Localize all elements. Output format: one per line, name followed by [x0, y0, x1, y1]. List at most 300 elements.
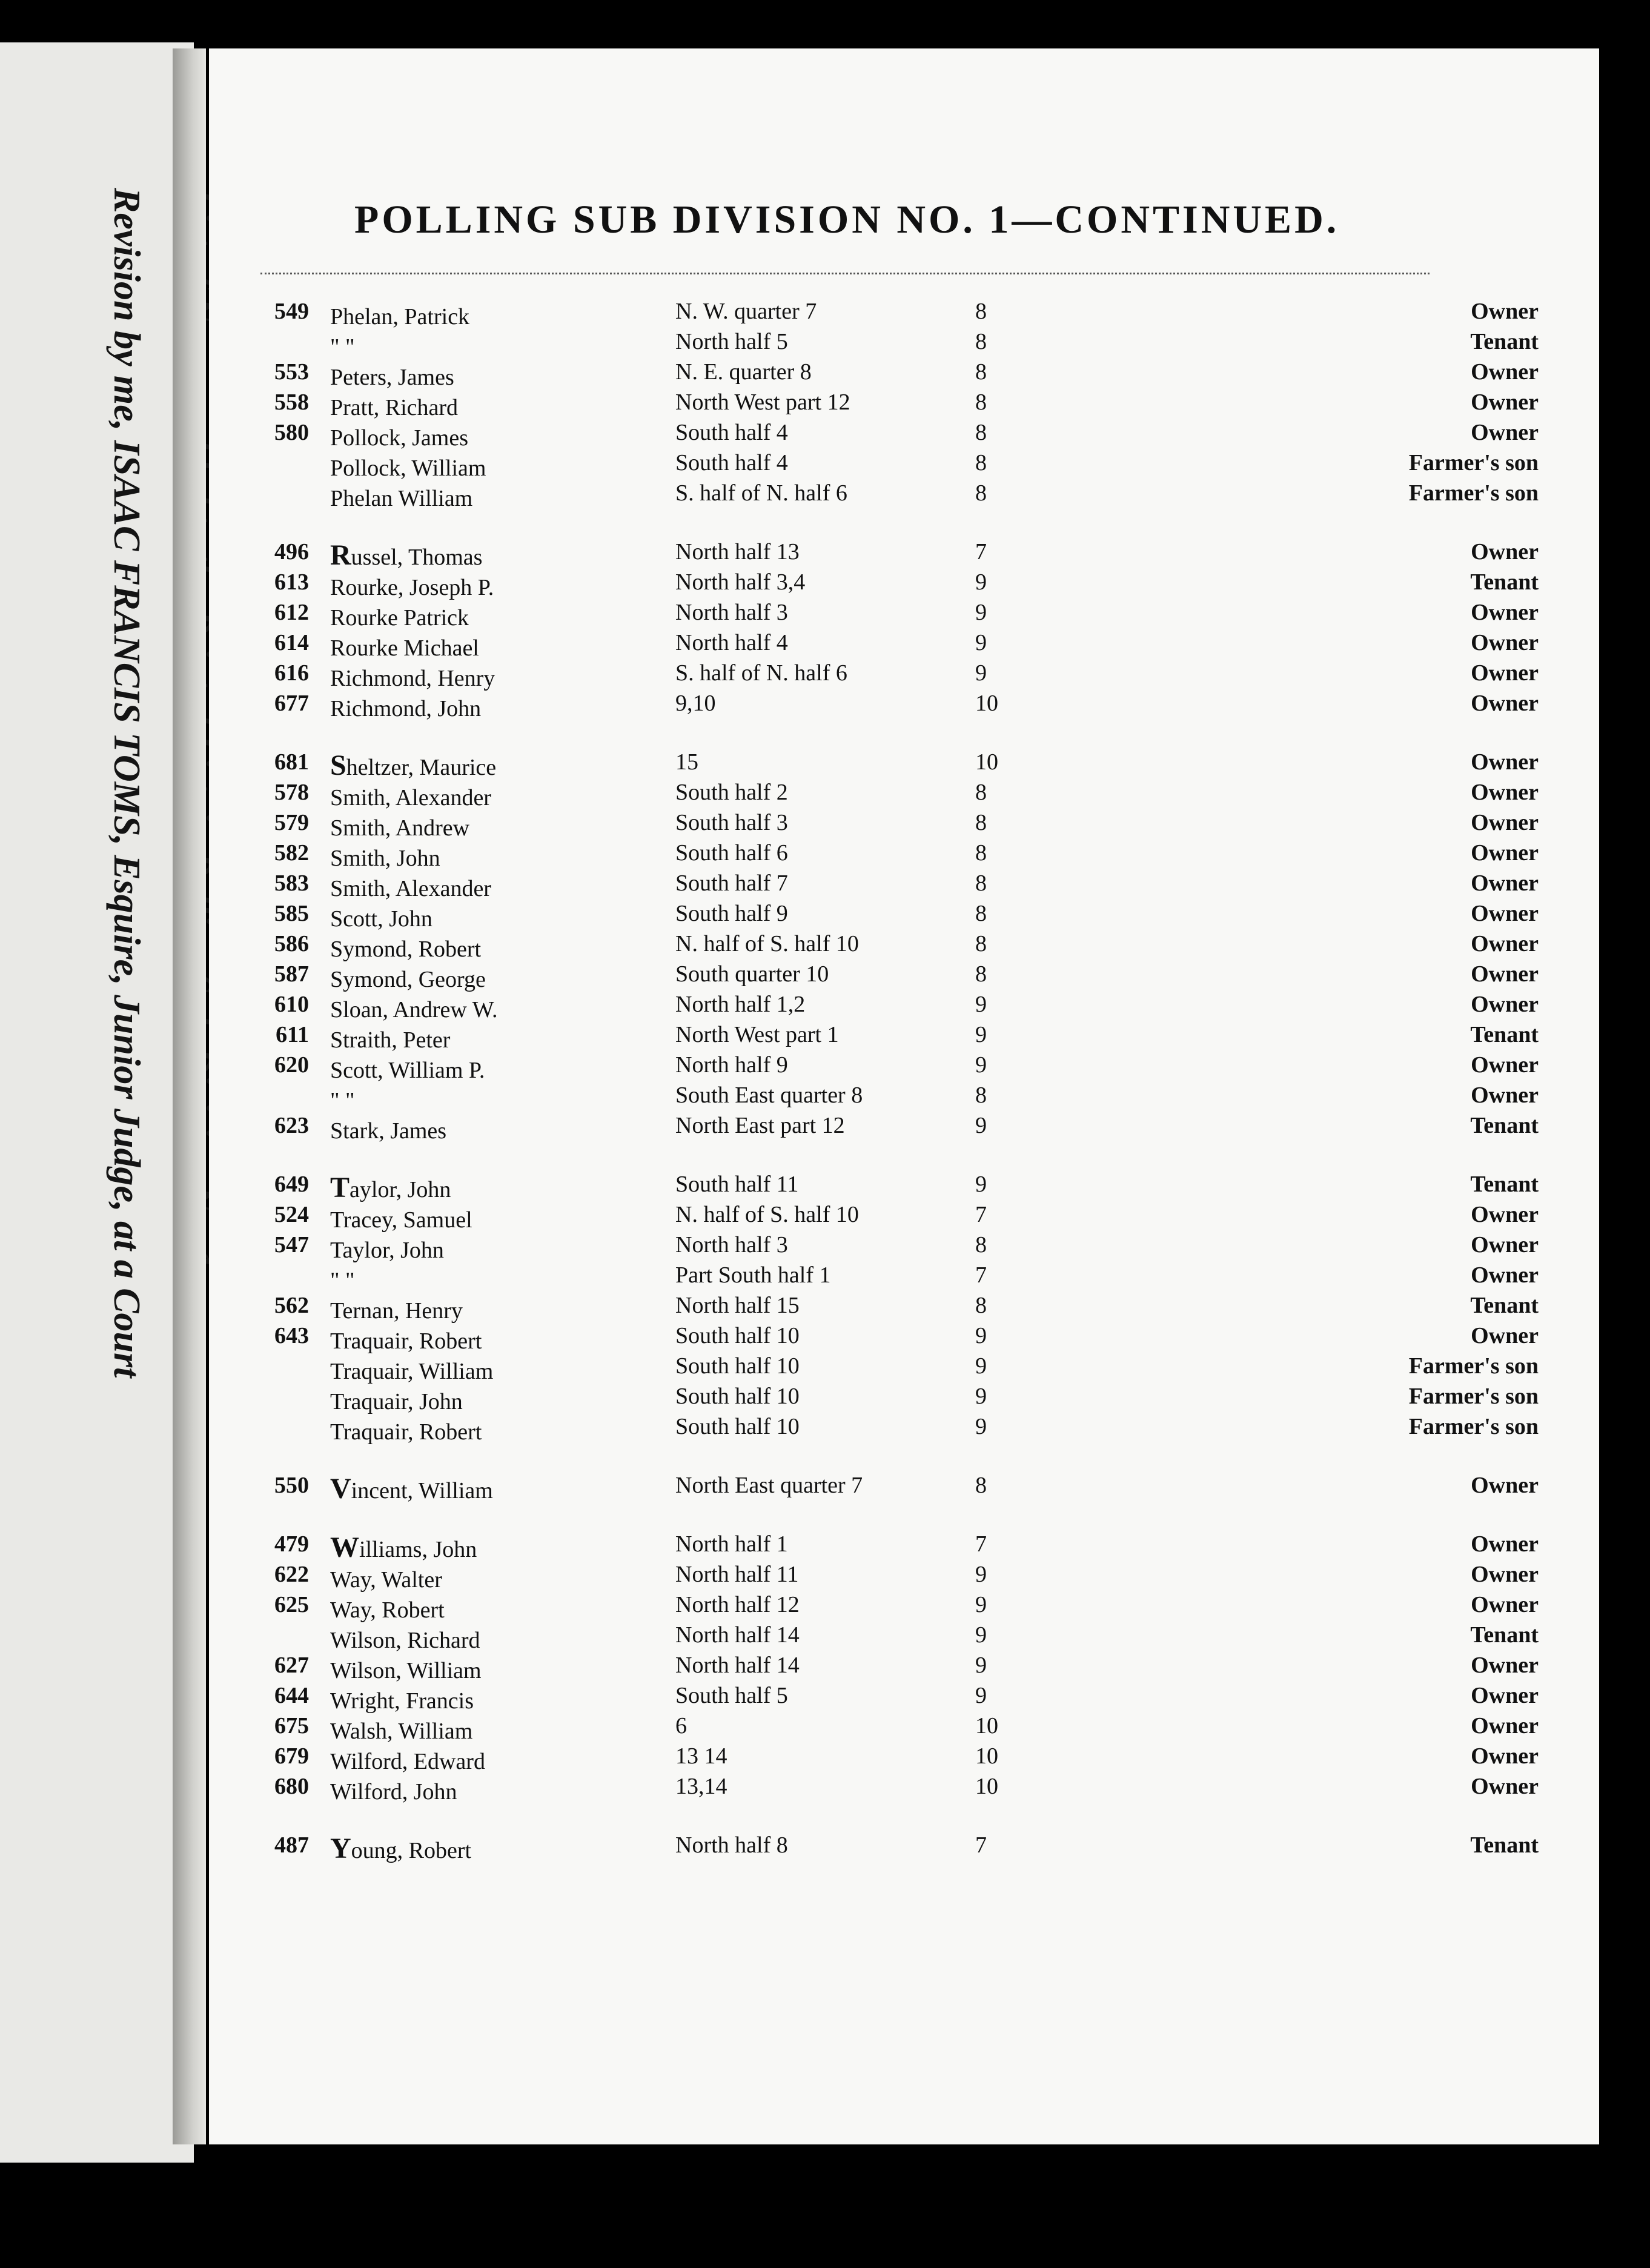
lot-description: North half 12 — [675, 1592, 800, 1617]
voter-name — [330, 840, 440, 873]
concession-number: 8 — [975, 359, 987, 385]
voter-number: 649 — [274, 1172, 309, 1197]
document-page — [209, 48, 1599, 2144]
voter-name — [330, 539, 482, 572]
voter-name-text: oung, Robert — [351, 1838, 472, 1863]
concession-number: 7 — [975, 1531, 987, 1557]
voter-name — [330, 1413, 482, 1447]
voter-name-text: Wilford, John — [330, 1779, 457, 1805]
lot-description: South half 5 — [675, 1683, 788, 1708]
lot-description: S. half of N. half 6 — [675, 660, 847, 686]
list-row — [209, 1082, 1599, 1112]
voter-name — [330, 419, 468, 453]
voter-name — [330, 779, 491, 812]
qualification-status: Owner — [1471, 1473, 1539, 1498]
voter-name-text: heltzer, Maurice — [346, 755, 497, 780]
list-row — [209, 1052, 1599, 1082]
voter-name — [330, 870, 491, 903]
list-row — [209, 569, 1599, 599]
voter-name — [330, 1472, 493, 1505]
concession-number: 8 — [975, 390, 987, 415]
lot-description: North East quarter 7 — [675, 1473, 863, 1498]
voter-name-text: " " — [330, 1268, 355, 1293]
concession-number: 8 — [975, 931, 987, 957]
lot-description: South half 6 — [675, 840, 788, 866]
lot-description: 13 14 — [675, 1743, 727, 1769]
voter-name-text: Pollock, William — [330, 456, 486, 481]
list-row — [209, 419, 1599, 449]
voter-name — [330, 1021, 450, 1055]
list-row — [209, 359, 1599, 389]
voter-number: 553 — [274, 359, 309, 385]
concession-number: 7 — [975, 539, 987, 565]
voter-number: 547 — [274, 1232, 309, 1258]
list-row — [209, 1383, 1599, 1413]
voter-number: 496 — [274, 539, 309, 565]
qualification-status: Owner — [1471, 1743, 1539, 1769]
concession-number: 9 — [975, 1022, 987, 1047]
voter-name — [330, 1383, 463, 1416]
list-row — [209, 1713, 1599, 1743]
group-initial: R — [330, 539, 351, 571]
lot-description: N. half of S. half 10 — [675, 931, 859, 957]
voter-name — [330, 359, 454, 392]
list-row — [209, 389, 1599, 419]
list-row — [209, 449, 1599, 480]
voter-name-text: Traquair, Robert — [330, 1419, 482, 1445]
lot-description: North half 9 — [675, 1052, 788, 1078]
voter-name — [330, 1682, 474, 1716]
concession-number: 9 — [975, 1622, 987, 1648]
list-row — [209, 779, 1599, 809]
concession-number: 10 — [975, 1774, 998, 1799]
concession-number: 10 — [975, 1743, 998, 1769]
concession-number: 8 — [975, 1232, 987, 1258]
concession-number: 9 — [975, 660, 987, 686]
concession-number: 9 — [975, 1653, 987, 1678]
lot-description: 15 — [675, 749, 698, 775]
concession-number: 8 — [975, 420, 987, 445]
concession-number: 9 — [975, 630, 987, 655]
concession-number: 9 — [975, 992, 987, 1017]
voter-number: 586 — [274, 931, 309, 957]
voter-number: 623 — [274, 1113, 309, 1138]
voter-name — [330, 1052, 485, 1085]
voter-name — [330, 1292, 463, 1325]
voter-name-text: Pollock, James — [330, 425, 468, 451]
voter-number: 550 — [274, 1473, 309, 1498]
list-row — [209, 1171, 1599, 1204]
list-row — [209, 1021, 1599, 1052]
voter-name-text: Smith, Andrew — [330, 815, 470, 841]
lot-description: North East part 12 — [675, 1113, 845, 1138]
list-row — [209, 539, 1599, 569]
voter-name — [330, 749, 496, 782]
concession-number: 8 — [975, 1083, 987, 1108]
qualification-status: Owner — [1471, 749, 1539, 775]
voter-name-text: " " — [330, 1088, 355, 1113]
voter-name-text: illiams, John — [359, 1537, 477, 1562]
lot-description: 13,14 — [675, 1774, 727, 1799]
voter-name — [330, 1082, 355, 1115]
list-row — [209, 480, 1599, 510]
voter-name-text: Traquair, Robert — [330, 1328, 482, 1354]
list-row — [209, 1262, 1599, 1292]
voter-name-text: Smith, Alexander — [330, 876, 491, 901]
voter-number: 627 — [274, 1653, 309, 1678]
lot-description: South quarter 10 — [675, 961, 829, 987]
concession-number: 10 — [975, 749, 998, 775]
voter-name-text: Rourke Patrick — [330, 605, 469, 631]
voter-name — [330, 1531, 477, 1564]
voter-name — [330, 900, 432, 933]
voter-name-text: ussel, Thomas — [351, 545, 483, 570]
voter-number: 579 — [274, 810, 309, 835]
voter-number: 587 — [274, 961, 309, 987]
lot-description: S. half of N. half 6 — [675, 480, 847, 506]
voter-number: 625 — [274, 1592, 309, 1617]
concession-number: 9 — [975, 1683, 987, 1708]
voter-number: 680 — [274, 1774, 309, 1799]
page-title: POLLING SUB DIVISION NO. 1—CONTINUED. — [354, 197, 1340, 242]
group-initial: Y — [330, 1832, 351, 1865]
voter-name-text: Scott, John — [330, 906, 432, 932]
qualification-status: Tenant — [1470, 1622, 1539, 1648]
voter-number: 585 — [274, 901, 309, 926]
qualification-status: Owner — [1471, 1083, 1539, 1108]
list-row — [209, 1591, 1599, 1622]
qualification-status: Tenant — [1470, 1022, 1539, 1047]
lot-description: Part South half 1 — [675, 1262, 831, 1288]
voter-name-text: Peters, James — [330, 365, 454, 390]
lot-description: South half 4 — [675, 420, 788, 445]
voter-number: 681 — [274, 749, 309, 775]
concession-number: 7 — [975, 1832, 987, 1858]
concession-number: 8 — [975, 329, 987, 354]
voter-number: 612 — [274, 600, 309, 625]
concession-number: 8 — [975, 480, 987, 506]
voter-name — [330, 690, 481, 723]
voter-name-text: Symond, George — [330, 967, 486, 992]
concession-number: 9 — [975, 1323, 987, 1348]
group-initial: T — [330, 1172, 350, 1204]
side-note-line-2: Revision by me, ISAAC FRANCIS TOMS, Esquire, Junior Judge, at a Court — [106, 188, 147, 1378]
voter-number: 558 — [274, 390, 309, 415]
facing-page — [0, 42, 194, 2163]
group-initial: S — [330, 749, 346, 781]
voter-name-text: Wilson, William — [330, 1658, 482, 1683]
voter-name-text: Traquair, William — [330, 1359, 494, 1384]
concession-number: 8 — [975, 810, 987, 835]
concession-number: 9 — [975, 1592, 987, 1617]
qualification-status: Farmer's son — [1408, 1414, 1539, 1439]
voter-name-text: Traquair, John — [330, 1389, 463, 1414]
qualification-status: Owner — [1471, 840, 1539, 866]
voter-name — [330, 328, 355, 362]
list-row — [209, 1232, 1599, 1262]
voter-name — [330, 389, 458, 422]
voter-number: 479 — [274, 1531, 309, 1557]
voter-name-text: aylor, John — [350, 1177, 451, 1202]
list-row — [209, 1322, 1599, 1353]
qualification-status: Owner — [1471, 660, 1539, 686]
concession-number: 8 — [975, 870, 987, 896]
voter-name-text: Wilford, Edward — [330, 1749, 485, 1774]
lot-description: North half 4 — [675, 630, 788, 655]
list-row — [209, 328, 1599, 359]
qualification-status: Owner — [1471, 691, 1539, 716]
list-row — [209, 298, 1599, 328]
list-row — [209, 1292, 1599, 1322]
voter-name — [330, 1201, 472, 1235]
voter-name — [330, 599, 469, 632]
lot-description: South half 9 — [675, 901, 788, 926]
voter-number: 679 — [274, 1743, 309, 1769]
list-row — [209, 660, 1599, 690]
lot-description: North half 3,4 — [675, 569, 806, 595]
voter-name-text: Taylor, John — [330, 1238, 444, 1263]
voter-number: 580 — [274, 420, 309, 445]
lot-description: North half 8 — [675, 1832, 788, 1858]
voter-number: 524 — [274, 1202, 309, 1227]
voter-number: 578 — [274, 780, 309, 805]
voter-name-text: Scott, William P. — [330, 1058, 485, 1083]
voter-number: 549 — [274, 299, 309, 324]
title-rule — [260, 273, 1430, 274]
voter-name — [330, 449, 486, 483]
lot-description: North half 14 — [675, 1653, 800, 1678]
qualification-status: Tenant — [1470, 1113, 1539, 1138]
qualification-status: Owner — [1471, 961, 1539, 987]
list-row — [209, 629, 1599, 660]
list-row — [209, 1112, 1599, 1142]
concession-number: 8 — [975, 1293, 987, 1318]
group-initial: V — [330, 1473, 351, 1505]
lot-description: N. E. quarter 8 — [675, 359, 812, 385]
list-row — [209, 1832, 1599, 1865]
qualification-status: Owner — [1471, 931, 1539, 957]
list-row — [209, 809, 1599, 840]
voter-name — [330, 1743, 485, 1776]
voter-name — [330, 1591, 445, 1625]
voter-name-text: Tracey, Samuel — [330, 1207, 472, 1233]
voter-name — [330, 480, 472, 513]
lot-description: North half 3 — [675, 600, 788, 625]
qualification-status: Tenant — [1470, 569, 1539, 595]
voter-number: 614 — [274, 630, 309, 655]
concession-number: 8 — [975, 299, 987, 324]
voter-name-text: Smith, Alexander — [330, 785, 491, 811]
voter-number: 583 — [274, 870, 309, 896]
lot-description: N. half of S. half 10 — [675, 1202, 859, 1227]
voter-number: 562 — [274, 1293, 309, 1318]
lot-description: North half 15 — [675, 1293, 800, 1318]
voter-name — [330, 1561, 442, 1594]
concession-number: 8 — [975, 840, 987, 866]
lot-description: South half 2 — [675, 780, 788, 805]
voter-number: 487 — [274, 1832, 309, 1858]
lot-description: South half 10 — [675, 1323, 800, 1348]
concession-number: 9 — [975, 600, 987, 625]
list-row — [209, 900, 1599, 930]
list-row — [209, 930, 1599, 961]
voter-name-text: Richmond, John — [330, 696, 482, 721]
qualification-status: Owner — [1471, 1713, 1539, 1739]
list-row — [209, 1561, 1599, 1591]
qualification-status: Owner — [1471, 1653, 1539, 1678]
concession-number: 10 — [975, 1713, 998, 1739]
voter-name — [330, 629, 479, 663]
voter-number: 644 — [274, 1683, 309, 1708]
voter-name-text: Wright, Francis — [330, 1688, 474, 1714]
voter-name — [330, 961, 486, 994]
voter-name — [330, 1353, 493, 1386]
list-row — [209, 840, 1599, 870]
voter-number: 610 — [274, 992, 309, 1017]
book-gutter — [173, 48, 206, 2144]
list-row — [209, 961, 1599, 991]
lot-description: South half 10 — [675, 1353, 800, 1379]
list-row — [209, 1652, 1599, 1682]
concession-number: 8 — [975, 901, 987, 926]
voter-name-text: Rourke, Joseph P. — [330, 575, 494, 600]
concession-number: 9 — [975, 1384, 987, 1409]
voter-name-text: Symond, Robert — [330, 937, 482, 962]
qualification-status: Owner — [1471, 299, 1539, 324]
concession-number: 8 — [975, 780, 987, 805]
lot-description: North half 1 — [675, 1531, 788, 1557]
lot-description: North half 14 — [675, 1622, 800, 1648]
qualification-status: Farmer's son — [1408, 480, 1539, 506]
concession-number: 9 — [975, 1562, 987, 1587]
voter-name-text: Way, Walter — [330, 1567, 442, 1593]
voter-name-text: Walsh, William — [330, 1719, 473, 1744]
lot-description: 9,10 — [675, 691, 716, 716]
concession-number: 10 — [975, 691, 998, 716]
qualification-status: Tenant — [1470, 1832, 1539, 1858]
voter-name — [330, 1832, 471, 1865]
voter-name-text: Stark, James — [330, 1118, 447, 1144]
voter-name — [330, 809, 469, 843]
lot-description: North half 1,2 — [675, 992, 806, 1017]
lot-description: South half 10 — [675, 1384, 800, 1409]
voter-number: 675 — [274, 1713, 309, 1739]
lot-description: South half 10 — [675, 1414, 800, 1439]
qualification-status: Tenant — [1470, 329, 1539, 354]
qualification-status: Owner — [1471, 992, 1539, 1017]
lot-description: South half 4 — [675, 450, 788, 476]
voter-name-text: Ternan, Henry — [330, 1298, 463, 1324]
lot-description: N. W. quarter 7 — [675, 299, 817, 324]
qualification-status: Owner — [1471, 359, 1539, 385]
qualification-status: Owner — [1471, 390, 1539, 415]
lot-description: 6 — [675, 1713, 687, 1739]
voter-number: 616 — [274, 660, 309, 686]
list-row — [209, 991, 1599, 1021]
qualification-status: Owner — [1471, 1774, 1539, 1799]
voter-name — [330, 660, 495, 693]
voter-name-text: Straith, Peter — [330, 1027, 451, 1053]
qualification-status: Owner — [1471, 1323, 1539, 1348]
lot-description: North West part 12 — [675, 390, 850, 415]
qualification-status: Farmer's son — [1408, 1353, 1539, 1379]
voter-name-text: Wilson, Richard — [330, 1628, 480, 1653]
voter-name — [330, 1622, 480, 1655]
voter-name-text: incent, William — [351, 1478, 493, 1504]
lot-description: South half 11 — [675, 1172, 799, 1197]
voter-name — [330, 1171, 451, 1204]
qualification-status: Farmer's son — [1408, 450, 1539, 476]
concession-number: 8 — [975, 1473, 987, 1498]
lot-description: North West part 1 — [675, 1022, 839, 1047]
concession-number: 9 — [975, 1414, 987, 1439]
qualification-status: Owner — [1471, 810, 1539, 835]
list-row — [209, 1472, 1599, 1505]
voter-number: 677 — [274, 691, 309, 716]
qualification-status: Owner — [1471, 1232, 1539, 1258]
concession-number: 9 — [975, 1052, 987, 1078]
list-row — [209, 1622, 1599, 1652]
qualification-status: Owner — [1471, 630, 1539, 655]
voter-name-text: " " — [330, 334, 355, 360]
qualification-status: Owner — [1471, 870, 1539, 896]
list-row — [209, 749, 1599, 779]
voter-number: 643 — [274, 1323, 309, 1348]
voter-name — [330, 1713, 472, 1746]
list-row — [209, 1773, 1599, 1803]
list-row — [209, 1353, 1599, 1383]
qualification-status: Owner — [1471, 1052, 1539, 1078]
concession-number: 8 — [975, 450, 987, 476]
qualification-status: Owner — [1471, 1683, 1539, 1708]
voter-name — [330, 1322, 482, 1356]
qualification-status: Tenant — [1470, 1172, 1539, 1197]
voter-name-text: Phelan William — [330, 486, 473, 511]
list-row — [209, 1201, 1599, 1232]
list-row — [209, 599, 1599, 629]
qualification-status: Owner — [1471, 600, 1539, 625]
voter-name — [330, 991, 498, 1024]
qualification-status: Owner — [1471, 1562, 1539, 1587]
lot-description: North half 3 — [675, 1232, 788, 1258]
voter-name — [330, 1773, 457, 1806]
voter-name-text: Pratt, Richard — [330, 395, 459, 420]
voter-name-text: Sloan, Andrew W. — [330, 997, 498, 1023]
concession-number: 9 — [975, 1172, 987, 1197]
voter-number: 582 — [274, 840, 309, 866]
qualification-status: Tenant — [1470, 1293, 1539, 1318]
qualification-status: Owner — [1471, 1531, 1539, 1557]
list-row — [209, 1531, 1599, 1561]
qualification-status: Owner — [1471, 1202, 1539, 1227]
voter-name — [330, 1652, 482, 1685]
list-row — [209, 1682, 1599, 1713]
voter-name — [330, 930, 481, 964]
voter-name-text: Way, Robert — [330, 1597, 445, 1623]
lot-description: South half 7 — [675, 870, 788, 896]
list-row — [209, 1743, 1599, 1773]
qualification-status: Owner — [1471, 420, 1539, 445]
qualification-status: Owner — [1471, 1592, 1539, 1617]
list-row — [209, 1413, 1599, 1444]
voter-number: 620 — [274, 1052, 309, 1078]
lot-description: North half 11 — [675, 1562, 799, 1587]
voter-name-text: Smith, John — [330, 846, 440, 871]
lot-description: South East quarter 8 — [675, 1083, 863, 1108]
group-initial: W — [330, 1531, 359, 1563]
qualification-status: Farmer's son — [1408, 1384, 1539, 1409]
concession-number: 9 — [975, 1113, 987, 1138]
